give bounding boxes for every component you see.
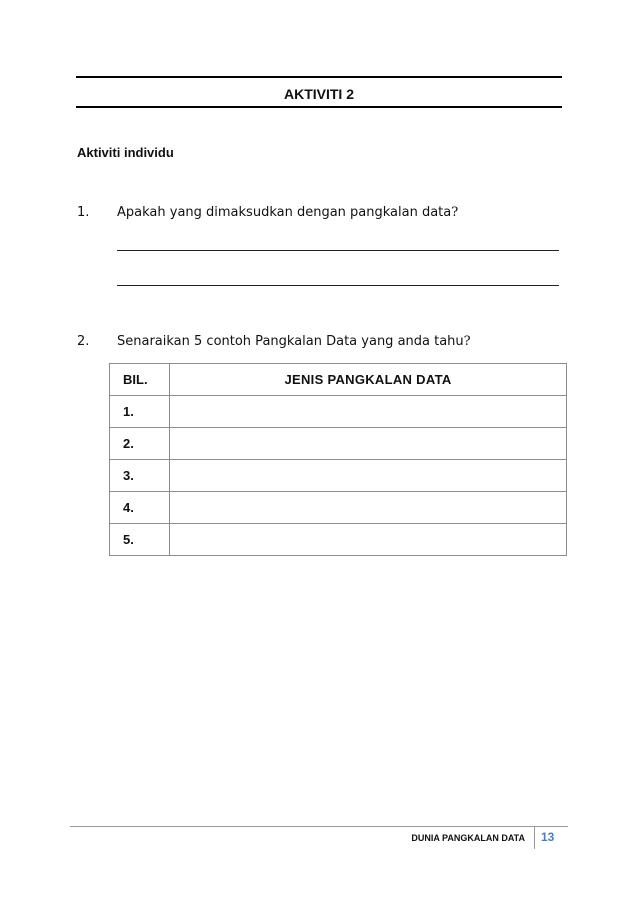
question-1-number: 1. — [77, 205, 90, 220]
table-row — [110, 428, 567, 460]
page-title: AKTIVITI 2 — [283, 86, 354, 102]
question-1-mark: ? — [451, 205, 459, 220]
answer-line-1[interactable] — [117, 250, 559, 251]
answer-cell[interactable] — [170, 492, 567, 524]
row-number: 3. — [110, 460, 170, 492]
row-number: 5. — [110, 524, 170, 556]
question-2-text — [117, 334, 471, 349]
footer-label: DUNIA PANGKALAN DATA — [411, 833, 525, 843]
answer-line-2[interactable] — [117, 285, 559, 286]
title-top-rule — [76, 76, 562, 78]
column-header-jenis: JENIS PANGKALAN DATA — [170, 364, 567, 396]
answer-cell[interactable] — [170, 460, 567, 492]
column-header-bil: BIL. — [110, 364, 170, 396]
question-1-label: Apakah yang dimaksudkan dengan pangkalan data — [117, 205, 452, 220]
answer-cell[interactable] — [170, 428, 567, 460]
table-row — [110, 524, 567, 556]
table-row — [110, 396, 567, 428]
question-2-mark: ? — [463, 334, 471, 349]
database-table — [109, 363, 567, 556]
question-1-text — [117, 205, 458, 220]
title-bottom-rule — [76, 106, 562, 108]
table-row — [110, 460, 567, 492]
row-number: 4. — [110, 492, 170, 524]
row-number: 1. — [110, 396, 170, 428]
question-2-label: Senaraikan 5 contoh Pangkalan Data yang anda tahu — [117, 334, 464, 349]
question-2-number: 2. — [77, 334, 90, 349]
table-header-row — [110, 364, 567, 396]
answer-cell[interactable] — [170, 396, 567, 428]
page-number: 13 — [541, 830, 555, 844]
row-number: 2. — [110, 428, 170, 460]
footer-separator — [534, 827, 535, 849]
table-row — [110, 492, 567, 524]
answer-cell[interactable] — [170, 524, 567, 556]
section-subtitle: Aktiviti individu — [77, 145, 174, 160]
footer-rule — [70, 826, 568, 827]
